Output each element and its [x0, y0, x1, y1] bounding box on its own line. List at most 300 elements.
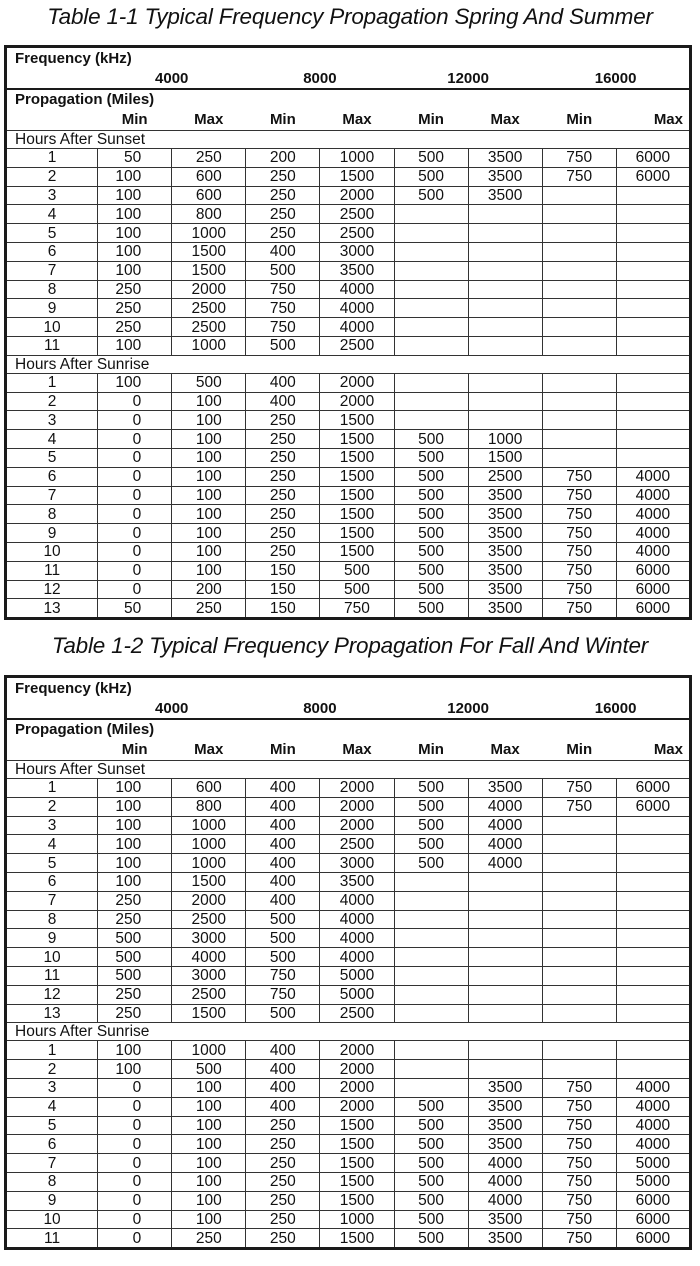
- table-row: [6, 373, 691, 392]
- min-cell: 250: [98, 910, 172, 929]
- min-cell: [394, 299, 468, 318]
- min-cell: 400: [246, 872, 320, 891]
- hour-cell: 5: [6, 448, 98, 467]
- max-cell: 1000: [320, 149, 394, 168]
- min-cell: [394, 985, 468, 1004]
- max-cell: 2000: [320, 797, 394, 816]
- min-cell: 750: [542, 1116, 616, 1135]
- table-row: [6, 966, 691, 985]
- max-cell: 3500: [468, 561, 542, 580]
- max-cell: 6000: [616, 1210, 690, 1229]
- hour-cell: 10: [6, 542, 98, 561]
- min-cell: 100: [98, 854, 172, 873]
- hour-cell: 9: [6, 299, 98, 318]
- max-cell: 4000: [616, 1097, 690, 1116]
- max-cell: 4000: [616, 1116, 690, 1135]
- min-cell: 750: [542, 580, 616, 599]
- table-row: [6, 224, 691, 243]
- min-cell: 0: [98, 486, 172, 505]
- table-row: [6, 1060, 691, 1079]
- section-label: Hours After Sunrise: [6, 1023, 691, 1041]
- max-cell: [468, 1004, 542, 1023]
- min-cell: 750: [246, 299, 320, 318]
- min-cell: 500: [394, 779, 468, 798]
- max-cell: 2000: [320, 1060, 394, 1079]
- min-cell: 0: [98, 561, 172, 580]
- min-cell: [542, 336, 616, 355]
- max-cell: 3500: [468, 1097, 542, 1116]
- table-row: [6, 835, 691, 854]
- table-row: [6, 242, 691, 261]
- max-cell: 100: [172, 542, 246, 561]
- min-cell: [542, 948, 616, 967]
- frequency-label: Frequency (kHz): [15, 50, 132, 67]
- max-cell: 4000: [172, 948, 246, 967]
- section-header-row: [6, 131, 691, 149]
- min-cell: 500: [394, 430, 468, 449]
- min-cell: 500: [394, 149, 468, 168]
- table-row: [6, 1097, 691, 1116]
- max-cell: 2500: [172, 910, 246, 929]
- hour-cell: 8: [6, 505, 98, 524]
- min-cell: 750: [542, 1210, 616, 1229]
- hour-cell: 13: [6, 1004, 98, 1023]
- table-row: [6, 580, 691, 599]
- hour-cell: 6: [6, 242, 98, 261]
- max-cell: 1500: [320, 1172, 394, 1191]
- hour-cell: 9: [6, 929, 98, 948]
- max-cell: 600: [172, 186, 246, 205]
- min-cell: 250: [246, 411, 320, 430]
- max-cell: 3500: [320, 261, 394, 280]
- max-cell: 1500: [320, 167, 394, 186]
- max-cell: [616, 1060, 690, 1079]
- min-cell: [394, 1060, 468, 1079]
- max-cell: 6000: [616, 1191, 690, 1210]
- max-cell: [616, 854, 690, 873]
- min-cell: 100: [98, 205, 172, 224]
- min-cell: [394, 411, 468, 430]
- min-cell: 500: [394, 1116, 468, 1135]
- max-cell: 3500: [468, 779, 542, 798]
- max-cell: 4000: [320, 299, 394, 318]
- max-cell: 1500: [172, 242, 246, 261]
- max-cell: [616, 242, 690, 261]
- table-row: [6, 1172, 691, 1191]
- min-cell: 400: [246, 797, 320, 816]
- frequency-value: 12000: [447, 70, 489, 87]
- max-cell: [616, 910, 690, 929]
- max-cell: 4000: [320, 929, 394, 948]
- hour-cell: 7: [6, 1154, 98, 1173]
- min-cell: 750: [542, 797, 616, 816]
- max-cell: 100: [172, 486, 246, 505]
- max-cell: 750: [320, 599, 394, 619]
- min-cell: 500: [246, 261, 320, 280]
- hour-cell: 4: [6, 835, 98, 854]
- min-cell: 750: [542, 524, 616, 543]
- max-cell: [616, 966, 690, 985]
- max-cell: 4000: [468, 1154, 542, 1173]
- hour-cell: 11: [6, 1229, 98, 1249]
- min-cell: 500: [394, 1191, 468, 1210]
- hour-cell: 13: [6, 599, 98, 619]
- max-cell: 4000: [616, 542, 690, 561]
- max-cell: 3500: [468, 149, 542, 168]
- propagation-label: Propagation (Miles): [15, 721, 155, 738]
- max-cell: [468, 966, 542, 985]
- propagation-table: [4, 45, 692, 620]
- min-cell: [394, 872, 468, 891]
- max-cell: [616, 985, 690, 1004]
- hour-cell: 7: [6, 891, 98, 910]
- max-cell: [468, 336, 542, 355]
- max-cell: [616, 872, 690, 891]
- table-row: [6, 505, 691, 524]
- max-cell: 1500: [320, 1191, 394, 1210]
- max-cell: 600: [172, 779, 246, 798]
- min-cell: 100: [98, 779, 172, 798]
- min-cell: 0: [98, 1097, 172, 1116]
- hour-cell: 7: [6, 261, 98, 280]
- hour-cell: 1: [6, 149, 98, 168]
- min-cell: 100: [98, 1041, 172, 1060]
- max-cell: 1500: [172, 872, 246, 891]
- frequency-value: 4000: [155, 70, 189, 87]
- min-cell: 750: [246, 985, 320, 1004]
- min-header: Min: [418, 741, 444, 758]
- table-row: [6, 929, 691, 948]
- min-cell: 400: [246, 1097, 320, 1116]
- max-cell: 3500: [468, 524, 542, 543]
- min-cell: 500: [394, 186, 468, 205]
- min-cell: 0: [98, 524, 172, 543]
- min-cell: 500: [394, 542, 468, 561]
- min-cell: [542, 1004, 616, 1023]
- max-cell: 3000: [320, 242, 394, 261]
- min-cell: 0: [98, 505, 172, 524]
- table-row: [6, 985, 691, 1004]
- max-cell: [468, 1060, 542, 1079]
- max-cell: 100: [172, 1116, 246, 1135]
- min-cell: [394, 891, 468, 910]
- max-header: Max: [342, 741, 372, 758]
- min-cell: 250: [246, 486, 320, 505]
- min-cell: 250: [246, 205, 320, 224]
- table-row: [6, 486, 691, 505]
- min-cell: 750: [542, 505, 616, 524]
- min-cell: [394, 205, 468, 224]
- max-cell: 100: [172, 524, 246, 543]
- table-row: [6, 205, 691, 224]
- min-cell: 500: [394, 167, 468, 186]
- max-cell: 100: [172, 561, 246, 580]
- max-cell: 3500: [468, 542, 542, 561]
- max-cell: 2000: [320, 392, 394, 411]
- min-cell: 750: [246, 318, 320, 337]
- table-row: [6, 1191, 691, 1210]
- min-cell: 0: [98, 392, 172, 411]
- hour-cell: 2: [6, 1060, 98, 1079]
- max-cell: 3500: [320, 872, 394, 891]
- hour-cell: 3: [6, 186, 98, 205]
- max-cell: [468, 891, 542, 910]
- min-header: Min: [566, 741, 593, 758]
- max-cell: 100: [172, 411, 246, 430]
- frequency-value: 8000: [303, 700, 337, 717]
- table-row: [6, 599, 691, 619]
- min-cell: 50: [98, 149, 172, 168]
- max-cell: 2500: [468, 467, 542, 486]
- max-cell: [616, 929, 690, 948]
- max-cell: 100: [172, 1154, 246, 1173]
- max-cell: 3500: [468, 167, 542, 186]
- min-cell: [542, 205, 616, 224]
- max-cell: 1500: [320, 505, 394, 524]
- max-cell: 2000: [320, 816, 394, 835]
- max-cell: 5000: [320, 985, 394, 1004]
- min-cell: 150: [246, 599, 320, 619]
- min-cell: 500: [394, 1172, 468, 1191]
- max-cell: 1500: [320, 524, 394, 543]
- max-header: Max: [653, 741, 683, 758]
- min-cell: 750: [542, 149, 616, 168]
- max-header: Max: [490, 111, 520, 128]
- min-cell: [394, 966, 468, 985]
- table-row: [6, 1135, 691, 1154]
- max-cell: 2000: [320, 1097, 394, 1116]
- max-cell: [616, 891, 690, 910]
- hour-cell: 2: [6, 392, 98, 411]
- min-cell: [394, 1004, 468, 1023]
- max-header: Max: [194, 111, 224, 128]
- max-cell: [468, 261, 542, 280]
- min-cell: [542, 966, 616, 985]
- min-cell: 50: [98, 599, 172, 619]
- table-row: [6, 872, 691, 891]
- max-cell: 500: [172, 1060, 246, 1079]
- spacer-cell: [6, 110, 98, 131]
- frequency-value: 8000: [303, 70, 337, 87]
- min-cell: 750: [542, 486, 616, 505]
- max-cell: 3500: [468, 505, 542, 524]
- max-cell: [468, 392, 542, 411]
- table-row: [6, 467, 691, 486]
- table-row: [6, 542, 691, 561]
- max-cell: [616, 299, 690, 318]
- min-cell: [542, 929, 616, 948]
- max-cell: 3500: [468, 599, 542, 619]
- min-cell: [542, 1060, 616, 1079]
- min-cell: 0: [98, 1135, 172, 1154]
- min-cell: 750: [542, 779, 616, 798]
- min-cell: 250: [246, 1210, 320, 1229]
- min-cell: 250: [98, 318, 172, 337]
- min-cell: 500: [98, 929, 172, 948]
- table-row: [6, 1078, 691, 1097]
- hour-cell: 10: [6, 1210, 98, 1229]
- max-cell: 1000: [172, 1041, 246, 1060]
- min-cell: 500: [394, 835, 468, 854]
- min-cell: 500: [394, 486, 468, 505]
- max-cell: 2500: [320, 205, 394, 224]
- min-cell: 500: [394, 816, 468, 835]
- min-cell: 500: [394, 1210, 468, 1229]
- max-cell: 250: [172, 149, 246, 168]
- max-cell: 1500: [320, 448, 394, 467]
- max-cell: [468, 872, 542, 891]
- section-label: Hours After Sunset: [6, 131, 691, 149]
- min-cell: 400: [246, 1060, 320, 1079]
- max-cell: 4000: [468, 835, 542, 854]
- min-cell: 250: [98, 280, 172, 299]
- min-cell: [542, 261, 616, 280]
- min-cell: [394, 318, 468, 337]
- hour-cell: 3: [6, 1078, 98, 1097]
- table-row: [6, 1154, 691, 1173]
- section-label: Hours After Sunrise: [6, 355, 691, 373]
- min-cell: 500: [98, 948, 172, 967]
- min-cell: 250: [98, 891, 172, 910]
- max-cell: 2500: [320, 835, 394, 854]
- hour-cell: 6: [6, 467, 98, 486]
- max-cell: 2500: [320, 224, 394, 243]
- table-row: [6, 149, 691, 168]
- section-header-row: [6, 761, 691, 779]
- table-row: [6, 411, 691, 430]
- min-cell: 500: [394, 448, 468, 467]
- max-cell: 1500: [468, 448, 542, 467]
- min-cell: 100: [98, 373, 172, 392]
- hour-cell: 12: [6, 985, 98, 1004]
- min-cell: 0: [98, 1172, 172, 1191]
- max-header: Max: [653, 111, 683, 128]
- max-cell: 3500: [468, 580, 542, 599]
- hour-cell: 9: [6, 1191, 98, 1210]
- frequency-value: 16000: [594, 700, 637, 717]
- propagation-table: [4, 675, 692, 1250]
- min-cell: [542, 854, 616, 873]
- max-cell: 6000: [616, 797, 690, 816]
- min-cell: 0: [98, 1154, 172, 1173]
- hour-cell: 12: [6, 580, 98, 599]
- min-cell: 0: [98, 411, 172, 430]
- max-cell: 1500: [320, 467, 394, 486]
- propagation-label: Propagation (Miles): [15, 91, 155, 108]
- min-cell: 400: [246, 854, 320, 873]
- max-cell: 6000: [616, 779, 690, 798]
- min-cell: 500: [394, 505, 468, 524]
- min-cell: 100: [98, 336, 172, 355]
- max-cell: 1000: [172, 336, 246, 355]
- min-cell: 500: [394, 854, 468, 873]
- min-cell: [542, 985, 616, 1004]
- min-cell: 0: [98, 467, 172, 486]
- max-cell: [468, 411, 542, 430]
- min-cell: [542, 872, 616, 891]
- min-cell: 500: [394, 580, 468, 599]
- table-row: [6, 891, 691, 910]
- max-cell: [616, 392, 690, 411]
- table-row: [6, 1041, 691, 1060]
- max-cell: 4000: [616, 505, 690, 524]
- hour-cell: 1: [6, 1041, 98, 1060]
- min-cell: [542, 318, 616, 337]
- min-cell: 400: [246, 1078, 320, 1097]
- min-cell: [394, 1041, 468, 1060]
- max-cell: 4000: [320, 280, 394, 299]
- frequency-label: Frequency (kHz): [15, 680, 132, 697]
- max-cell: 100: [172, 448, 246, 467]
- max-cell: 1500: [320, 542, 394, 561]
- min-cell: 500: [394, 1135, 468, 1154]
- min-cell: 750: [542, 1078, 616, 1097]
- min-cell: 150: [246, 580, 320, 599]
- min-cell: 400: [246, 816, 320, 835]
- max-cell: [468, 910, 542, 929]
- frequency-header-row: [6, 677, 691, 701]
- table-row: [6, 561, 691, 580]
- min-cell: [542, 835, 616, 854]
- min-cell: 750: [246, 280, 320, 299]
- hour-cell: 10: [6, 948, 98, 967]
- min-cell: [542, 411, 616, 430]
- min-cell: [542, 816, 616, 835]
- frequency-value: 4000: [155, 700, 189, 717]
- max-cell: 2000: [320, 1078, 394, 1097]
- min-cell: 750: [542, 1154, 616, 1173]
- hour-cell: 4: [6, 430, 98, 449]
- max-cell: 5000: [616, 1154, 690, 1173]
- min-cell: 250: [246, 542, 320, 561]
- max-cell: 800: [172, 205, 246, 224]
- spacer-cell: [6, 740, 98, 761]
- min-cell: 250: [246, 167, 320, 186]
- max-cell: [468, 373, 542, 392]
- max-cell: 3500: [468, 1135, 542, 1154]
- table-row: [6, 299, 691, 318]
- min-cell: 250: [246, 467, 320, 486]
- frequency-value: 16000: [594, 70, 637, 87]
- table-row: [6, 261, 691, 280]
- max-cell: 3000: [320, 854, 394, 873]
- max-cell: 4000: [320, 910, 394, 929]
- max-cell: 1000: [468, 430, 542, 449]
- max-cell: 2000: [320, 779, 394, 798]
- table-row: [6, 186, 691, 205]
- table-caption: Table 1-2 Typical Frequency Propagation For Fall And Winter: [51, 633, 649, 658]
- min-cell: 750: [246, 966, 320, 985]
- hour-cell: 8: [6, 1172, 98, 1191]
- max-cell: 4000: [616, 1078, 690, 1097]
- max-cell: 100: [172, 1097, 246, 1116]
- max-cell: [468, 299, 542, 318]
- max-cell: 3500: [468, 1229, 542, 1249]
- max-cell: 2000: [320, 186, 394, 205]
- table-caption: Table 1-1 Typical Frequency Propagation Spring And Summer: [47, 4, 653, 29]
- max-cell: 6000: [616, 149, 690, 168]
- max-cell: 4000: [468, 816, 542, 835]
- table-row: [6, 392, 691, 411]
- max-cell: 1000: [172, 854, 246, 873]
- min-cell: 0: [98, 1078, 172, 1097]
- max-cell: 500: [320, 561, 394, 580]
- hour-cell: 10: [6, 318, 98, 337]
- table-row: [6, 1116, 691, 1135]
- max-cell: 2500: [172, 318, 246, 337]
- max-cell: 100: [172, 1191, 246, 1210]
- max-cell: 3000: [172, 929, 246, 948]
